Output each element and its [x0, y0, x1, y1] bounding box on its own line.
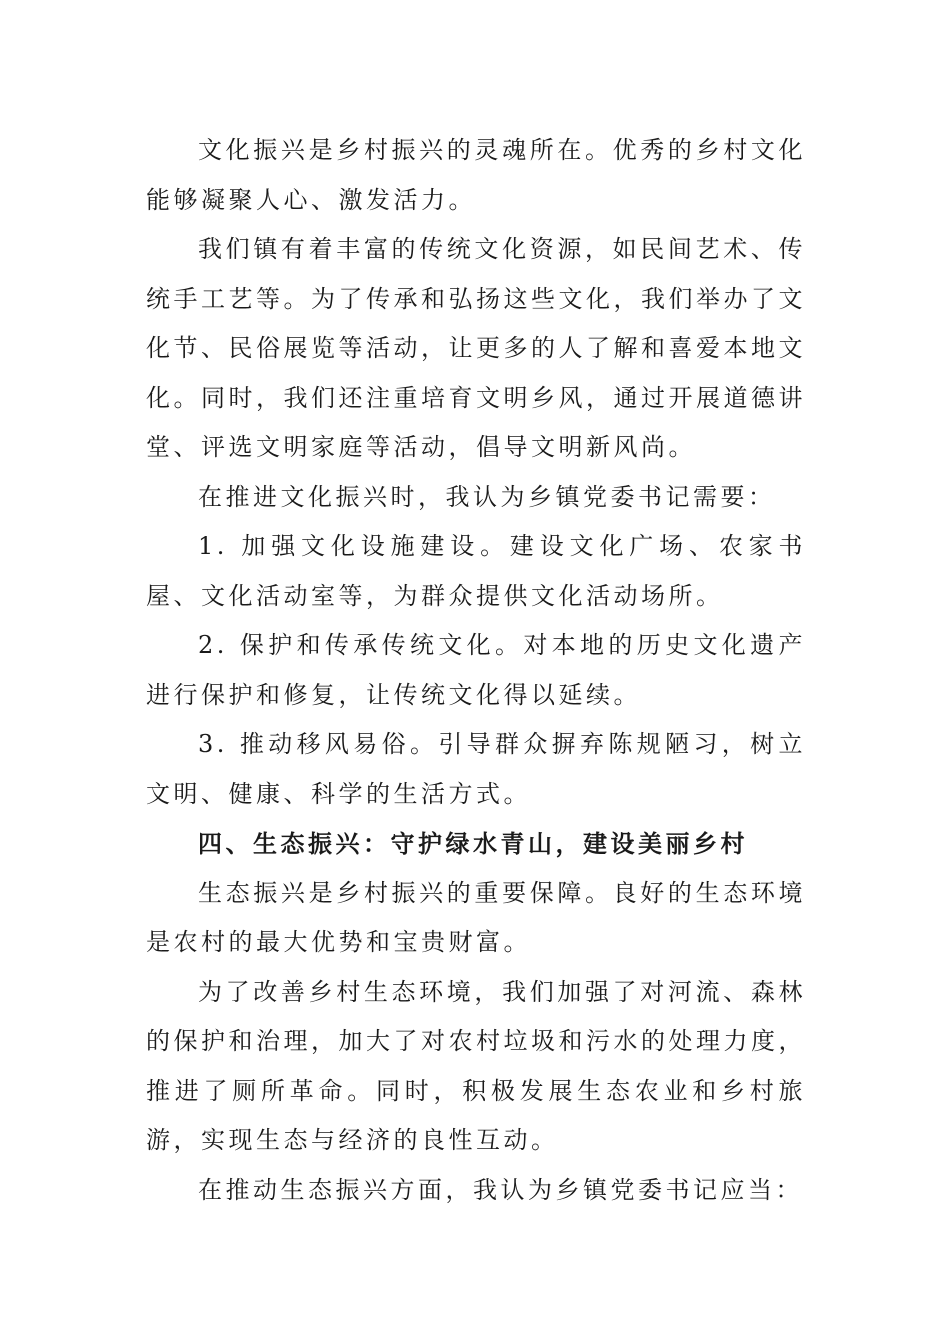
list-item-culture-2: 2. 保护和传承传统文化。对本地的历史文化遗产进行保护和修复，让传统文化得以延续。 — [146, 631, 806, 709]
paragraph-ecology-actions: 为了改善乡村生态环境，我们加强了对河流、森林的保护和治理，加大了对农村垃圾和污水的处理力度，推进了厕所革命。同时，积极发展生态农业和乡村旅游，实现生态与经济的良性互动。 — [146, 977, 806, 1154]
list-item-culture-3: 3. 推动移风易俗。引导群众摒弃陈规陋习，树立文明、健康、科学的生活方式。 — [146, 730, 806, 808]
paragraph-ecology-requirements: 在推动生态振兴方面，我认为乡镇党委书记应当： — [198, 1175, 803, 1204]
paragraph-culture-resources: 我们镇有着丰富的传统文化资源，如民间艺术、传统手工艺等。为了传承和弘扬这些文化，我们举办了文化节、民俗展览等活动，让更多的人了解和喜爱本地文化。同时，我们还注重培育文明乡风，通过开展道德讲堂、评选文明家庭等活动，倡导文明新风尚。 — [146, 235, 806, 461]
paragraph-culture-requirements: 在推进文化振兴时，我认为乡镇党委书记需要： — [198, 482, 776, 511]
section-heading-ecology: 四、生态振兴：守护绿水青山，建设美丽乡村 — [198, 829, 748, 858]
paragraph-ecology-intro: 生态振兴是乡村振兴的重要保障。良好的生态环境是农村的最大优势和宝贵财富。 — [146, 878, 806, 956]
list-item-culture-1: 1. 加强文化设施建设。建设文化广场、农家书屋、文化活动室等，为群众提供文化活动场所。 — [146, 532, 806, 610]
paragraph-culture-intro: 文化振兴是乡村振兴的灵魂所在。优秀的乡村文化能够凝聚人心、激发活力。 — [146, 136, 806, 214]
document-body — [146, 126, 806, 1215]
